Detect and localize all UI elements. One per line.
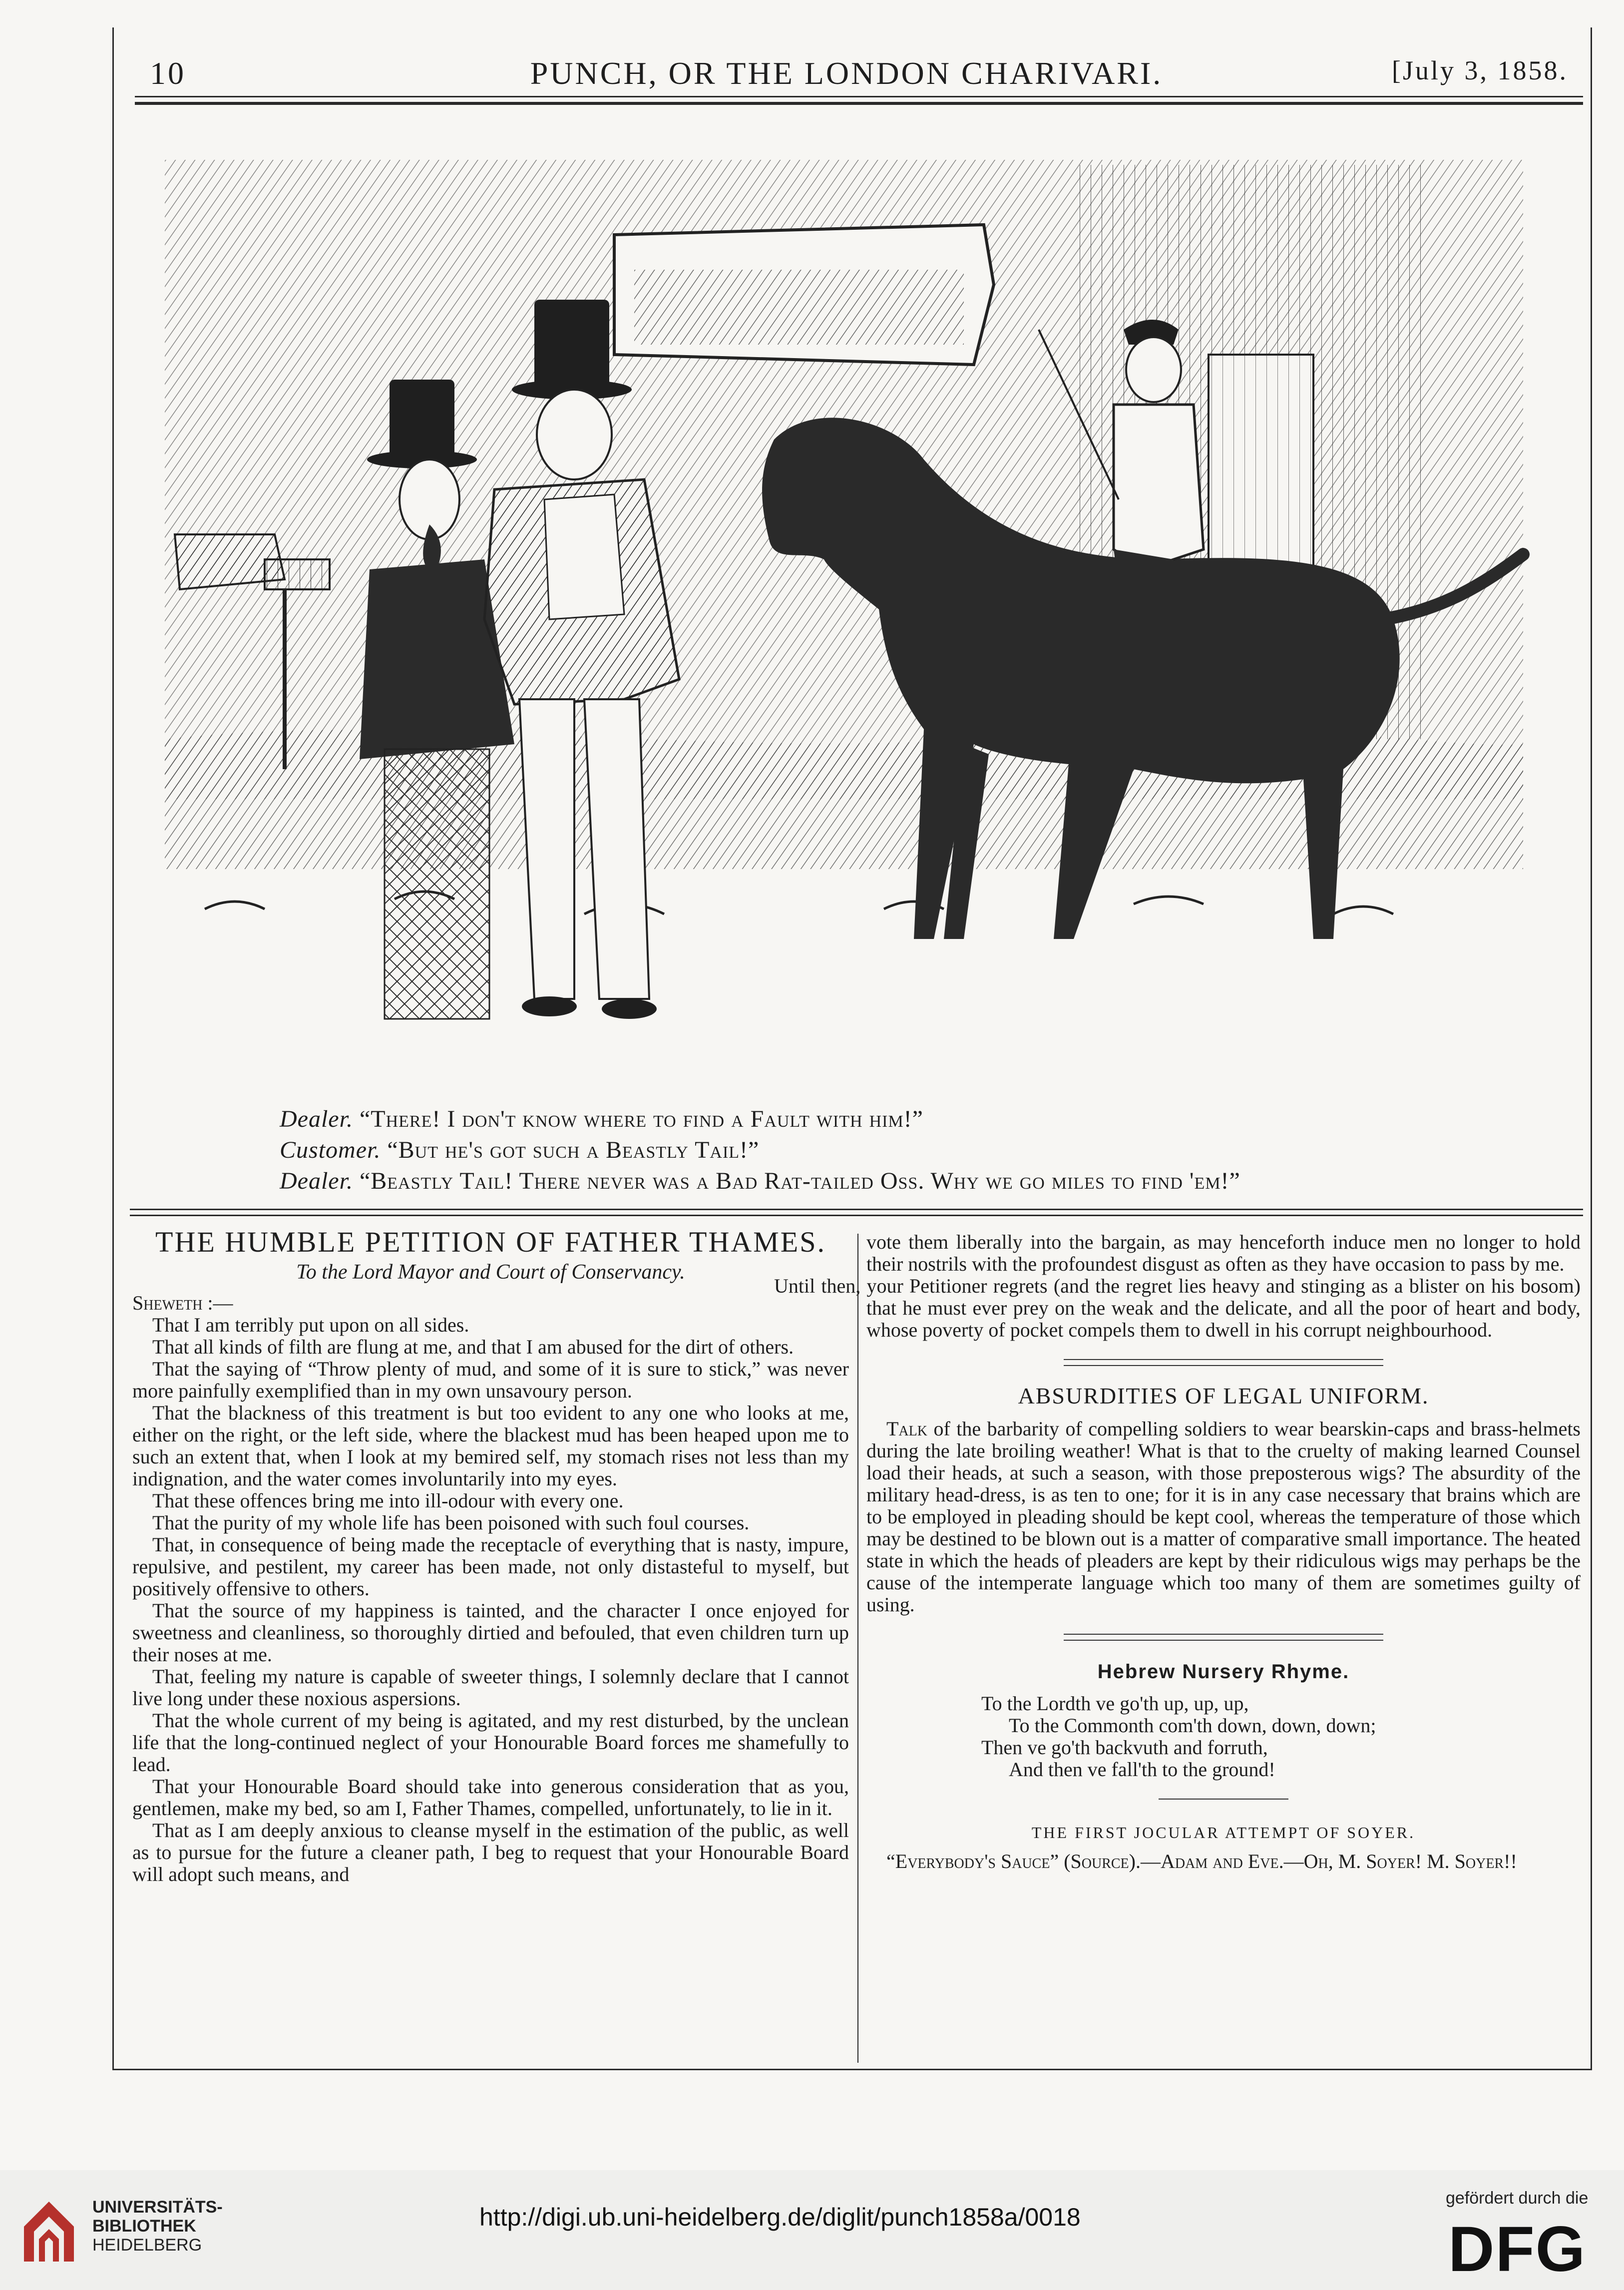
- left-border-rule: [112, 27, 114, 2070]
- library-name-line-3: HEIDELBERG: [92, 2236, 202, 2255]
- permalink-url[interactable]: http://digi.ub.uni-heidelberg.de/diglit/punch1858a/0018: [479, 2203, 1081, 2231]
- rhyme-line-2: To the Commonth com'th down, down, down;: [1009, 1714, 1376, 1737]
- petition-paragraph-1: That I am terribly put upon on all sides.: [152, 1314, 469, 1336]
- library-name-line-1: UNIVERSITÄTS-: [92, 2198, 223, 2217]
- petition-closing: Until then, your Petitioner regrets (and the regret lies heavy and stinging as a blister on his bosom) that he must ever prey on the weak and the delicate, and all the poor of heart and body, whose poverty of pocket compels them to dwell in his corrupt neighbourhood.: [774, 1275, 1581, 1341]
- left-column: [132, 1226, 849, 1885]
- dfg-logo: DFG: [1448, 2214, 1587, 2285]
- petition-paragraph-9: That, feeling my nature is capable of sweeter things, I solemnly declare that I cannot live long under these noxious aspersions.: [132, 1665, 849, 1710]
- soyer-title: THE FIRST JOCULAR ATTEMPT OF SOYER.: [1031, 1824, 1416, 1841]
- petition-subtitle: To the Lord Mayor and Court of Conservancy.: [296, 1261, 685, 1284]
- petition-sheweth: Sheweth :—: [132, 1292, 233, 1314]
- rhyme-line-3: Then ve go'th backvuth and forruth,: [981, 1736, 1268, 1759]
- rhyme-line-1: To the Lordth ve go'th up, up, up,: [981, 1692, 1249, 1715]
- caption-text-2: “But he's got such a Beastly Tail!”: [387, 1137, 760, 1163]
- soyer-text: “Everybody's Sauce” (Source).—Adam and Eve.—Oh, M. Soyer! M. Soyer!!: [886, 1850, 1517, 1872]
- legal-title: ABSURDITIES OF LEGAL UNIFORM.: [1018, 1383, 1429, 1408]
- caption-speaker-3: Dealer.: [280, 1168, 353, 1194]
- legal-lead-word: Talk: [886, 1417, 927, 1440]
- legal-paragraph: [866, 1418, 1581, 1616]
- petition-paragraph-8: That the source of my happiness is tainted, and the character I once enjoyed for sweetness and cleanliness, so thoroughly dirtied and befouled, that even children turn up their noses at me.: [132, 1599, 849, 1666]
- cartoon-caption: [280, 1104, 1478, 1197]
- rhyme-line-4: And then ve fall'th to the ground!: [1009, 1758, 1275, 1781]
- legal-text: of the barbarity of compelling soldiers to wear bearskin-caps and brass-helmets during the late broiling weather! What is that to the cruelty of making learned Counsel load their heads, at such a season, with those preposterous wigs? The absurdity of the military head-dress, is as ten to one; for it is in any case necessary that brains which are to be employed in pleading should be kept cool, whereas the temperature of those which may be destined to be blown out is a matter of comparative small importance. The heated state in which the heads of pleaders are kept by their ridiculous wigs may perhaps be the cause of the intemperate language which too many of them are sometimes guilty of using.: [866, 1417, 1581, 1616]
- petition-paragraph-7: That, in consequence of being made the receptacle of everything that is nasty, impure, repulsive, and pestilent, my career has been made, not only distasteful to myself, but positively offensive to others.: [132, 1533, 849, 1600]
- right-column: [774, 1231, 1581, 1872]
- header-rule-top: [135, 96, 1583, 97]
- rhyme-title: Hebrew Nursery Rhyme.: [1097, 1661, 1350, 1683]
- cartoon-illustration: [135, 120, 1548, 1094]
- funding-label: gefördert durch die: [1446, 2189, 1589, 2208]
- masthead-title: PUNCH, OR THE LONDON CHARIVARI.: [530, 55, 1163, 91]
- petition-paragraph-11: That your Honourable Board should take into generous consideration that as you, gentlemen, make my bed, so am I, Father Thames, compelled, unfortunately, to lie in it.: [132, 1775, 849, 1820]
- petition-paragraph-4: That the blackness of this treatment is but too evident to any one who looks at me, either on the right, or the left side, where the blackest mud has been heaped upon me to such an extent that, when I look at my bemired self, my stomach rises not less than my indignation, and the water comes involuntarily into my eyes.: [132, 1401, 849, 1490]
- header-rule-bottom: [135, 102, 1583, 105]
- petition-paragraph-6: That the purity of my whole life has been poisoned with such foul courses.: [152, 1511, 750, 1534]
- issue-date: [July 3, 1858.: [1392, 55, 1568, 85]
- column-divider: [857, 1234, 858, 2063]
- page-bottom-rule: [112, 2069, 1592, 2070]
- caption-rule-bottom: [130, 1215, 1583, 1216]
- caption-text-1: “There! I don't know where to find a Fault with him!”: [359, 1106, 923, 1132]
- section-divider-2: [1064, 1634, 1383, 1641]
- page-header: [115, 50, 1578, 95]
- caption-line-2: [280, 1135, 1478, 1166]
- ub-heidelberg-logo-icon: [19, 2192, 79, 2267]
- section-divider-1: [1064, 1359, 1383, 1366]
- section-divider-3: [1159, 1799, 1288, 1802]
- caption-rule-top: [130, 1209, 1583, 1210]
- caption-speaker-1: Dealer.: [280, 1106, 353, 1132]
- petition-paragraph-12: That as I am deeply anxious to cleanse myself in the estimation of the public, as well as to pursue for the future a cleaner path, I beg to request that your Honourable Board will adopt such means, and: [132, 1819, 849, 1885]
- page-number: 10: [150, 55, 186, 91]
- caption-text-3: “Beastly Tail! There never was a Bad Rat-tailed Oss. Why we go miles to find 'em!”: [359, 1168, 1240, 1194]
- petition-continuation: vote them liberally into the bargain, as may henceforth induce men no longer to hold their nostrils with the profoundest disgust as often as they have occasion to pass by me.: [866, 1231, 1581, 1275]
- caption-line-3: [280, 1166, 1478, 1197]
- library-name-line-2: BIBLIOTHEK: [92, 2217, 196, 2236]
- rhyme-verse: [981, 1693, 1581, 1781]
- library-name: [92, 2198, 223, 2255]
- petition-paragraph-3: That the saying of “Throw plenty of mud, and some of it is sure to stick,” was never more painfully exemplified than in my own unsavoury person.: [132, 1358, 849, 1402]
- petition-paragraph-10: That the whole current of my being is agitated, and my rest disturbed, by the unclean life that the long-continued neglect of your Honourable Board forces me shamefully to lead.: [132, 1709, 849, 1776]
- caption-speaker-2: Customer.: [280, 1137, 381, 1163]
- petition-paragraph-5: That these offences bring me into ill-odour with every one.: [152, 1489, 624, 1512]
- stable-window: [614, 225, 994, 365]
- right-border-rule: [1591, 27, 1592, 2070]
- caption-line-1: [280, 1104, 1478, 1135]
- petition-paragraph-2: That all kinds of filth are flung at me, and that I am abused for the dirt of others.: [152, 1336, 794, 1358]
- petition-title: THE HUMBLE PETITION OF FATHER THAMES.: [155, 1226, 826, 1258]
